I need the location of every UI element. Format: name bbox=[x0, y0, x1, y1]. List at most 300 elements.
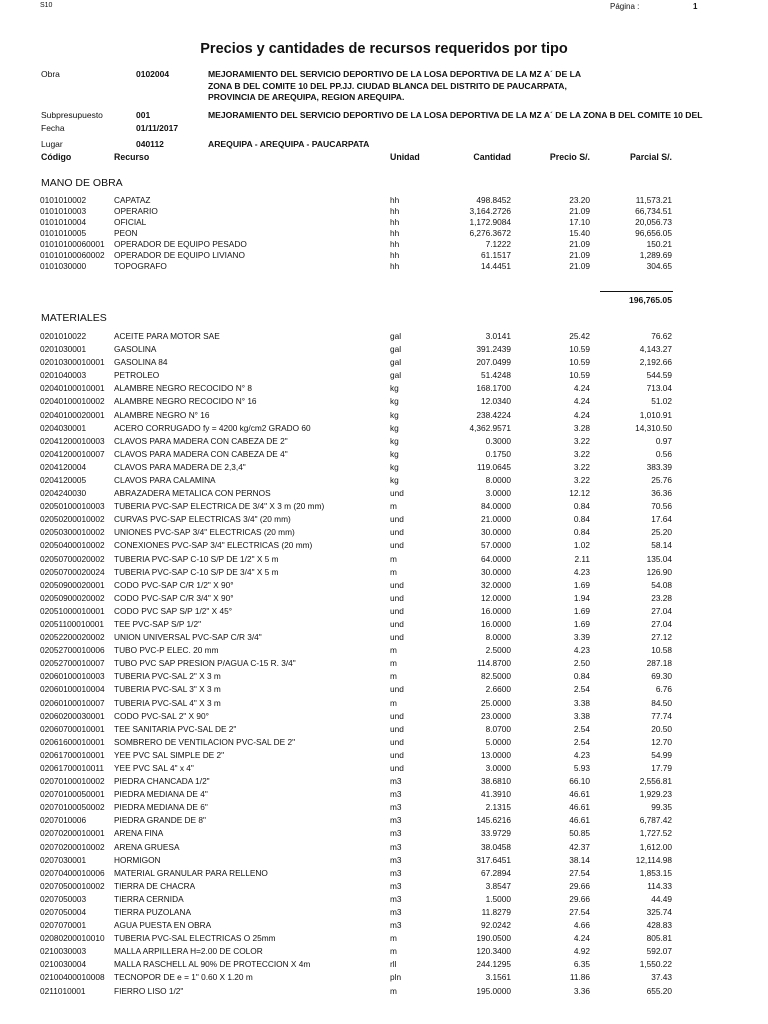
resource-price: 29.66 bbox=[569, 893, 590, 904]
resource-quantity: 114.8700 bbox=[477, 658, 511, 669]
resource-price: 46.61 bbox=[569, 815, 590, 826]
resource-partial: 20,056.73 bbox=[635, 216, 672, 227]
resource-price: 3.38 bbox=[573, 697, 590, 708]
resource-code: 0204240030 bbox=[40, 488, 87, 499]
table-row bbox=[0, 986, 768, 997]
resource-name: CLAVOS PARA MADERA DE 2,3,4" bbox=[114, 461, 246, 472]
resource-price: 3.22 bbox=[573, 435, 590, 446]
table-row bbox=[0, 331, 768, 342]
resource-code: 02050900020001 bbox=[40, 579, 105, 590]
resource-name: PIEDRA CHANCADA 1/2" bbox=[114, 776, 210, 787]
resource-code: 02060200030001 bbox=[40, 710, 105, 721]
resource-partial: 4,143.27 bbox=[639, 344, 672, 355]
resource-price: 3.28 bbox=[573, 422, 590, 433]
resource-unit: m bbox=[390, 553, 397, 564]
resource-name: TUBERIA PVC-SAL 2" X 3 m bbox=[114, 671, 221, 682]
resource-price: 21.09 bbox=[569, 249, 590, 260]
resource-name: ALAMBRE NEGRO RECOCIDO N° 16 bbox=[114, 396, 257, 407]
resource-partial: 1,010.91 bbox=[639, 409, 672, 420]
resource-quantity: 1,172.9084 bbox=[469, 216, 511, 227]
resource-partial: 27.04 bbox=[651, 605, 672, 616]
resource-partial: 25.76 bbox=[651, 474, 672, 485]
resource-unit: und bbox=[390, 592, 404, 603]
resource-name: ALAMBRE NEGRO N° 16 bbox=[114, 409, 210, 420]
resource-quantity: 498.8452 bbox=[476, 195, 511, 205]
resource-price: 3.36 bbox=[573, 985, 590, 996]
resource-unit: m bbox=[390, 933, 397, 944]
resource-name: UNIONES PVC-SAP 3/4" ELECTRICAS (20 mm) bbox=[114, 527, 295, 538]
resource-partial: 25.20 bbox=[651, 527, 672, 538]
resource-code: 02051100010001 bbox=[40, 618, 104, 629]
table-row bbox=[0, 423, 768, 434]
table-row bbox=[0, 462, 768, 473]
resource-price: 27.54 bbox=[569, 867, 590, 878]
table-row bbox=[0, 698, 768, 709]
resource-price: 11.86 bbox=[569, 972, 590, 983]
resource-unit: m bbox=[390, 658, 397, 669]
resource-unit: und bbox=[390, 710, 404, 721]
table-row bbox=[0, 632, 768, 643]
resource-code: 0201010022 bbox=[40, 331, 87, 341]
resource-unit: und bbox=[390, 736, 404, 747]
resource-quantity: 61.1517 bbox=[481, 249, 511, 260]
resource-code: 0207030001 bbox=[40, 854, 87, 865]
resource-price: 1.69 bbox=[573, 579, 590, 590]
resource-unit: m3 bbox=[390, 802, 402, 813]
resource-price: 21.09 bbox=[569, 205, 590, 216]
resource-name: TUBERIA PVC-SAL 3" X 3 m bbox=[114, 684, 221, 695]
resource-unit: pln bbox=[390, 972, 402, 983]
resource-quantity: 32.0000 bbox=[481, 579, 511, 590]
table-row bbox=[0, 410, 768, 421]
resource-code: 02060100010007 bbox=[40, 697, 105, 708]
resource-code: 0211010001 bbox=[40, 985, 86, 996]
resource-price: 4.23 bbox=[573, 566, 590, 577]
resource-unit: und bbox=[390, 488, 404, 499]
resource-price: 12.12 bbox=[569, 488, 590, 499]
table-row bbox=[0, 959, 768, 970]
resource-quantity: 0.3000 bbox=[485, 435, 511, 446]
resource-code: 0101010003 bbox=[40, 205, 87, 216]
resource-partial: 1,612.00 bbox=[639, 841, 672, 852]
resource-name: ARENA FINA bbox=[114, 828, 164, 839]
table-row bbox=[0, 554, 768, 565]
resource-quantity: 12.0000 bbox=[481, 592, 511, 603]
resource-name: CODO PVC-SAP C/R 3/4" X 90° bbox=[114, 592, 234, 603]
resource-quantity: 8.0000 bbox=[485, 632, 511, 643]
resource-partial: 66,734.51 bbox=[635, 205, 672, 216]
resource-unit: und bbox=[390, 749, 404, 760]
resource-price: 3.22 bbox=[573, 461, 590, 472]
resource-price: 1.94 bbox=[573, 592, 590, 603]
resource-partial: 54.99 bbox=[651, 749, 672, 760]
resource-price: 0.84 bbox=[573, 671, 590, 682]
resource-code: 02041200010003 bbox=[40, 435, 105, 446]
resource-quantity: 317.6451 bbox=[476, 854, 511, 865]
resource-name: MALLA RASCHELL AL 90% DE PROTECCION X 4m bbox=[114, 959, 311, 970]
resource-unit: m3 bbox=[390, 789, 402, 800]
resource-code: 02050200010002 bbox=[40, 514, 105, 525]
resource-unit: und bbox=[390, 723, 404, 734]
resource-partial: 36.36 bbox=[651, 488, 672, 499]
resource-price: 46.61 bbox=[569, 789, 590, 800]
resource-price: 17.10 bbox=[569, 216, 590, 227]
resource-code: 0101010005 bbox=[40, 227, 87, 238]
resource-quantity: 82.5000 bbox=[481, 671, 511, 682]
resource-unit: und bbox=[390, 618, 404, 629]
resource-unit: kg bbox=[390, 409, 399, 420]
resource-partial: 27.04 bbox=[651, 618, 672, 629]
resource-name: OPERADOR DE EQUIPO PESADO bbox=[114, 238, 247, 249]
page-label: Página : bbox=[610, 2, 640, 11]
table-row bbox=[0, 815, 768, 826]
resource-code: 0207010006 bbox=[40, 815, 87, 826]
resource-quantity: 244.1295 bbox=[476, 959, 511, 970]
table-row bbox=[0, 383, 768, 394]
resource-partial: 99.35 bbox=[651, 802, 672, 813]
resource-name: OFICIAL bbox=[114, 216, 147, 227]
resource-partial: 428.83 bbox=[646, 920, 672, 931]
resource-code: 0204030001 bbox=[40, 422, 87, 433]
resource-quantity: 6,276.3672 bbox=[469, 227, 511, 238]
resource-quantity: 16.0000 bbox=[481, 618, 511, 629]
table-row bbox=[0, 514, 768, 525]
resource-code: 01010100060002 bbox=[40, 249, 105, 260]
resource-name: TOPOGRAFO bbox=[114, 260, 167, 271]
resource-price: 3.22 bbox=[573, 448, 590, 459]
resource-name: CLAVOS PARA MADERA CON CABEZA DE 4" bbox=[114, 448, 288, 459]
resource-partial: 17.79 bbox=[651, 762, 672, 773]
lugar-description: AREQUIPA - AREQUIPA - PAUCARPATA bbox=[208, 139, 370, 149]
resource-quantity: 120.3400 bbox=[476, 946, 511, 957]
resource-unit: m3 bbox=[390, 867, 402, 878]
table-row bbox=[0, 488, 768, 499]
resource-code: 02080200010010 bbox=[40, 933, 105, 944]
resource-price: 1.69 bbox=[573, 605, 590, 616]
resource-price: 3.39 bbox=[573, 632, 590, 643]
labor-subtotal: 196,765.05 bbox=[628, 295, 672, 305]
resource-price: 3.22 bbox=[573, 474, 590, 485]
resource-name: ABRAZADERA METALICA CON PERNOS bbox=[114, 488, 271, 499]
resource-name: OPERARIO bbox=[114, 205, 158, 216]
resource-unit: m bbox=[390, 697, 397, 708]
resource-quantity: 195.0000 bbox=[476, 985, 511, 996]
resource-price: 15.40 bbox=[569, 227, 590, 238]
resource-partial: 592.07 bbox=[646, 946, 672, 957]
resource-name: PETROLEO bbox=[114, 370, 160, 381]
resource-unit: m3 bbox=[390, 893, 402, 904]
resource-unit: m bbox=[390, 501, 397, 512]
table-row bbox=[0, 527, 768, 538]
resource-name: TIERRA CERNIDA bbox=[114, 893, 184, 904]
resource-code: 0207050004 bbox=[40, 906, 87, 917]
resource-code: 02052700010006 bbox=[40, 645, 105, 656]
resource-code: 02070100050002 bbox=[40, 802, 105, 813]
resource-quantity: 4,362.9571 bbox=[469, 422, 511, 433]
resource-code: 01010100060001 bbox=[40, 238, 105, 249]
resource-name: ARENA GRUESA bbox=[114, 841, 180, 852]
resource-name: CODO PVC-SAP C/R 1/2" X 90° bbox=[114, 579, 234, 590]
table-row bbox=[0, 946, 768, 957]
resource-quantity: 25.0000 bbox=[481, 697, 511, 708]
table-row bbox=[0, 920, 768, 931]
resource-price: 0.84 bbox=[573, 527, 590, 538]
resource-quantity: 3.0000 bbox=[485, 488, 511, 499]
resource-code: 0201030001 bbox=[40, 344, 87, 355]
resource-unit: hh bbox=[390, 249, 400, 260]
table-row bbox=[0, 802, 768, 813]
resource-unit: m3 bbox=[390, 815, 402, 826]
fecha-value: 01/11/2017 bbox=[136, 123, 179, 133]
table-row bbox=[0, 217, 768, 228]
resource-unit: und bbox=[390, 514, 404, 525]
resource-code: 02061600010001 bbox=[40, 736, 105, 747]
resource-code: 02040100010002 bbox=[40, 396, 105, 407]
resource-code: 02050300010002 bbox=[40, 527, 105, 538]
resource-quantity: 8.0700 bbox=[485, 723, 511, 734]
resource-price: 2.50 bbox=[573, 658, 590, 669]
resource-partial: 0.56 bbox=[655, 448, 672, 459]
col-header-quantity: Cantidad bbox=[473, 152, 511, 162]
resource-unit: m3 bbox=[390, 906, 402, 917]
table-row bbox=[0, 671, 768, 682]
resource-code: 0204120005 bbox=[40, 474, 87, 485]
resource-name: ACERO CORRUGADO fy = 4200 kg/cm2 GRADO 60 bbox=[114, 422, 311, 433]
resource-quantity: 2.5000 bbox=[485, 645, 511, 656]
resource-quantity: 3,164.2726 bbox=[469, 205, 511, 216]
resource-name: AGUA PUESTA EN OBRA bbox=[114, 920, 212, 931]
resource-code: 02070200010001 bbox=[40, 828, 105, 839]
resource-unit: und bbox=[390, 540, 404, 551]
resource-partial: 114.33 bbox=[647, 880, 672, 891]
resource-quantity: 64.0000 bbox=[481, 553, 511, 564]
resource-partial: 0.97 bbox=[655, 435, 672, 446]
resource-code: 02040100020001 bbox=[40, 409, 105, 420]
resource-price: 2.54 bbox=[573, 736, 590, 747]
resource-quantity: 391.2439 bbox=[476, 344, 511, 355]
resource-code: 02061700010011 bbox=[40, 762, 104, 773]
obra-label: Obra bbox=[41, 69, 60, 79]
resource-partial: 77.74 bbox=[651, 710, 672, 721]
resource-partial: 17.64 bbox=[651, 514, 672, 525]
resource-name: CODO PVC SAP S/P 1/2" X 45° bbox=[114, 605, 233, 616]
resource-quantity: 11.8279 bbox=[481, 906, 511, 917]
resource-partial: 805.81 bbox=[646, 933, 672, 944]
resource-price: 1.02 bbox=[573, 540, 590, 551]
table-row bbox=[0, 370, 768, 381]
resource-price: 4.23 bbox=[573, 749, 590, 760]
resource-unit: hh bbox=[390, 238, 400, 249]
lugar-code: 040112 bbox=[136, 139, 164, 149]
table-row bbox=[0, 828, 768, 839]
resource-code: 02041200010007 bbox=[40, 448, 105, 459]
resource-quantity: 23.0000 bbox=[481, 710, 511, 721]
resource-unit: hh bbox=[390, 260, 400, 271]
section-title-mano-de-obra: MANO DE OBRA bbox=[41, 177, 123, 189]
obra-line: ZONA B DEL COMITE 10 DEL PP.JJ. CIUDAD BLANCA DEL DISTRITO DE PAUCARPATA, bbox=[208, 80, 567, 91]
resource-unit: und bbox=[390, 527, 404, 538]
resource-partial: 70.56 bbox=[651, 501, 672, 512]
resource-unit: kg bbox=[390, 461, 399, 472]
subtotal-divider bbox=[600, 291, 673, 292]
table-row bbox=[0, 593, 768, 604]
resource-name: GASOLINA 84 bbox=[114, 357, 168, 368]
resource-price: 25.42 bbox=[569, 331, 590, 341]
resource-quantity: 14.4451 bbox=[481, 260, 511, 271]
resource-unit: m3 bbox=[390, 776, 402, 787]
table-row bbox=[0, 475, 768, 486]
lugar-label: Lugar bbox=[41, 139, 63, 149]
resource-partial: 325.74 bbox=[646, 906, 672, 917]
table-row bbox=[0, 737, 768, 748]
resource-unit: und bbox=[390, 762, 404, 773]
resource-name: TIERRA DE CHACRA bbox=[114, 880, 196, 891]
resource-name: TUBO PVC SAP PRESION P/AGUA C-15 R. 3/4" bbox=[114, 658, 296, 669]
resource-name: TEE PVC-SAP S/P 1/2" bbox=[114, 618, 202, 629]
resource-quantity: 21.0000 bbox=[481, 514, 511, 525]
resource-name: ACEITE PARA MOTOR SAE bbox=[114, 331, 220, 341]
table-row bbox=[0, 933, 768, 944]
resource-code: 02070400010006 bbox=[40, 867, 105, 878]
resource-price: 1.69 bbox=[573, 618, 590, 629]
table-row bbox=[0, 724, 768, 735]
table-row bbox=[0, 540, 768, 551]
col-header-price: Precio S/. bbox=[549, 152, 590, 162]
resource-quantity: 168.1700 bbox=[476, 383, 511, 394]
resource-quantity: 2.6600 bbox=[485, 684, 511, 695]
fecha-label: Fecha bbox=[41, 123, 65, 133]
resource-quantity: 30.0000 bbox=[481, 566, 511, 577]
resource-name: UNION UNIVERSAL PVC-SAP C/R 3/4" bbox=[114, 632, 262, 643]
resource-quantity: 5.0000 bbox=[485, 736, 511, 747]
resource-code: 02060100010003 bbox=[40, 671, 105, 682]
resource-price: 29.66 bbox=[569, 880, 590, 891]
resource-quantity: 41.3910 bbox=[481, 789, 511, 800]
resource-unit: kg bbox=[390, 435, 399, 446]
resource-unit: m3 bbox=[390, 828, 402, 839]
table-row bbox=[0, 239, 768, 250]
resource-partial: 383.39 bbox=[646, 461, 672, 472]
table-row bbox=[0, 567, 768, 578]
resource-partial: 58.14 bbox=[651, 540, 672, 551]
table-row bbox=[0, 261, 768, 272]
resource-price: 42.37 bbox=[569, 841, 590, 852]
subpresupuesto-label: Subpresupuesto bbox=[41, 110, 103, 120]
resource-code: 0101010004 bbox=[40, 216, 87, 227]
resource-code: 0101030000 bbox=[40, 260, 87, 271]
resource-name: PIEDRA MEDIANA DE 6" bbox=[114, 802, 208, 813]
table-row bbox=[0, 868, 768, 879]
resource-partial: 37.43 bbox=[651, 972, 672, 983]
resource-name: YEE PVC SAL SIMPLE DE 2" bbox=[114, 749, 225, 760]
table-row bbox=[0, 619, 768, 630]
table-row bbox=[0, 658, 768, 669]
resource-quantity: 92.0242 bbox=[481, 920, 511, 931]
resource-name: GASOLINA bbox=[114, 344, 157, 355]
resource-partial: 1,727.52 bbox=[639, 828, 672, 839]
resource-name: TUBERIA PVC-SAL ELECTRICAS O 25mm bbox=[114, 933, 276, 944]
resource-price: 23.20 bbox=[569, 195, 590, 205]
subpresupuesto-description: MEJORAMIENTO DEL SERVICIO DEPORTIVO DE LA LOSA DEPORTIVA DE LA MZ A´ DE LA ZONA B DEL COMITE 10 DEL bbox=[208, 110, 703, 120]
resource-quantity: 51.4248 bbox=[481, 370, 511, 381]
table-row bbox=[0, 228, 768, 239]
resource-unit: m3 bbox=[390, 854, 402, 865]
resource-code: 02040100010001 bbox=[40, 383, 105, 394]
resource-price: 2.11 bbox=[574, 553, 590, 564]
resource-code: 0101010002 bbox=[40, 195, 87, 205]
resource-price: 10.59 bbox=[569, 344, 590, 355]
resource-partial: 1,929.23 bbox=[639, 789, 672, 800]
resource-price: 4.66 bbox=[573, 920, 590, 931]
resource-partial: 69.30 bbox=[651, 671, 672, 682]
resource-partial: 544.59 bbox=[646, 370, 672, 381]
table-row bbox=[0, 776, 768, 787]
resource-quantity: 190.0500 bbox=[476, 933, 511, 944]
report-code: S10 bbox=[40, 2, 53, 9]
resource-partial: 287.18 bbox=[646, 658, 672, 669]
resource-quantity: 1.5000 bbox=[485, 893, 511, 904]
table-row bbox=[0, 206, 768, 217]
resource-price: 10.59 bbox=[569, 357, 590, 368]
resource-partial: 44.49 bbox=[651, 893, 672, 904]
resource-name: PIEDRA MEDIANA DE 4" bbox=[114, 789, 208, 800]
resource-price: 21.09 bbox=[569, 238, 590, 249]
resource-name: HORMIGON bbox=[114, 854, 161, 865]
subpresupuesto-code: 001 bbox=[136, 110, 151, 120]
resource-unit: und bbox=[390, 579, 404, 590]
resource-unit: hh bbox=[390, 227, 400, 238]
resource-code: 02060100010004 bbox=[40, 684, 105, 695]
resource-price: 21.09 bbox=[569, 260, 590, 271]
table-row bbox=[0, 684, 768, 695]
resource-name: CONEXIONES PVC-SAP 3/4" ELECTRICAS (20 mm) bbox=[114, 540, 313, 551]
resource-price: 46.61 bbox=[569, 802, 590, 813]
resource-name: TEE SANITARIA PVC-SAL DE 2" bbox=[114, 723, 237, 734]
table-row bbox=[0, 711, 768, 722]
resource-unit: hh bbox=[390, 205, 400, 216]
resource-price: 4.24 bbox=[573, 409, 590, 420]
resource-partial: 2,192.66 bbox=[639, 357, 672, 368]
table-row bbox=[0, 580, 768, 591]
col-header-unit: Unidad bbox=[390, 152, 420, 162]
resource-unit: m bbox=[390, 566, 397, 577]
resource-partial: 1,289.69 bbox=[639, 249, 672, 260]
resource-quantity: 207.0499 bbox=[476, 357, 511, 368]
resource-code: 02050700020002 bbox=[40, 553, 105, 564]
table-row bbox=[0, 750, 768, 761]
resource-quantity: 30.0000 bbox=[481, 527, 511, 538]
resource-unit: m bbox=[390, 645, 397, 656]
resource-unit: m bbox=[390, 985, 397, 996]
resource-partial: 150.21 bbox=[646, 238, 672, 249]
table-row bbox=[0, 789, 768, 800]
resource-name: CLAVOS PARA CALAMINA bbox=[114, 474, 216, 485]
resource-unit: rll bbox=[390, 959, 397, 970]
resource-partial: 84.50 bbox=[651, 697, 672, 708]
resource-unit: und bbox=[390, 632, 404, 643]
resource-unit: kg bbox=[390, 383, 399, 394]
resource-unit: und bbox=[390, 605, 404, 616]
resource-partial: 6.76 bbox=[655, 684, 672, 695]
resource-code: 02050700020024 bbox=[40, 566, 105, 577]
resource-code: 02052700010007 bbox=[40, 658, 105, 669]
table-row bbox=[0, 972, 768, 983]
resource-price: 66.10 bbox=[569, 776, 590, 787]
resource-name: PEON bbox=[114, 227, 138, 238]
resource-partial: 713.04 bbox=[646, 383, 672, 394]
resource-quantity: 3.8547 bbox=[485, 880, 511, 891]
resource-quantity: 7.1222 bbox=[485, 238, 511, 249]
